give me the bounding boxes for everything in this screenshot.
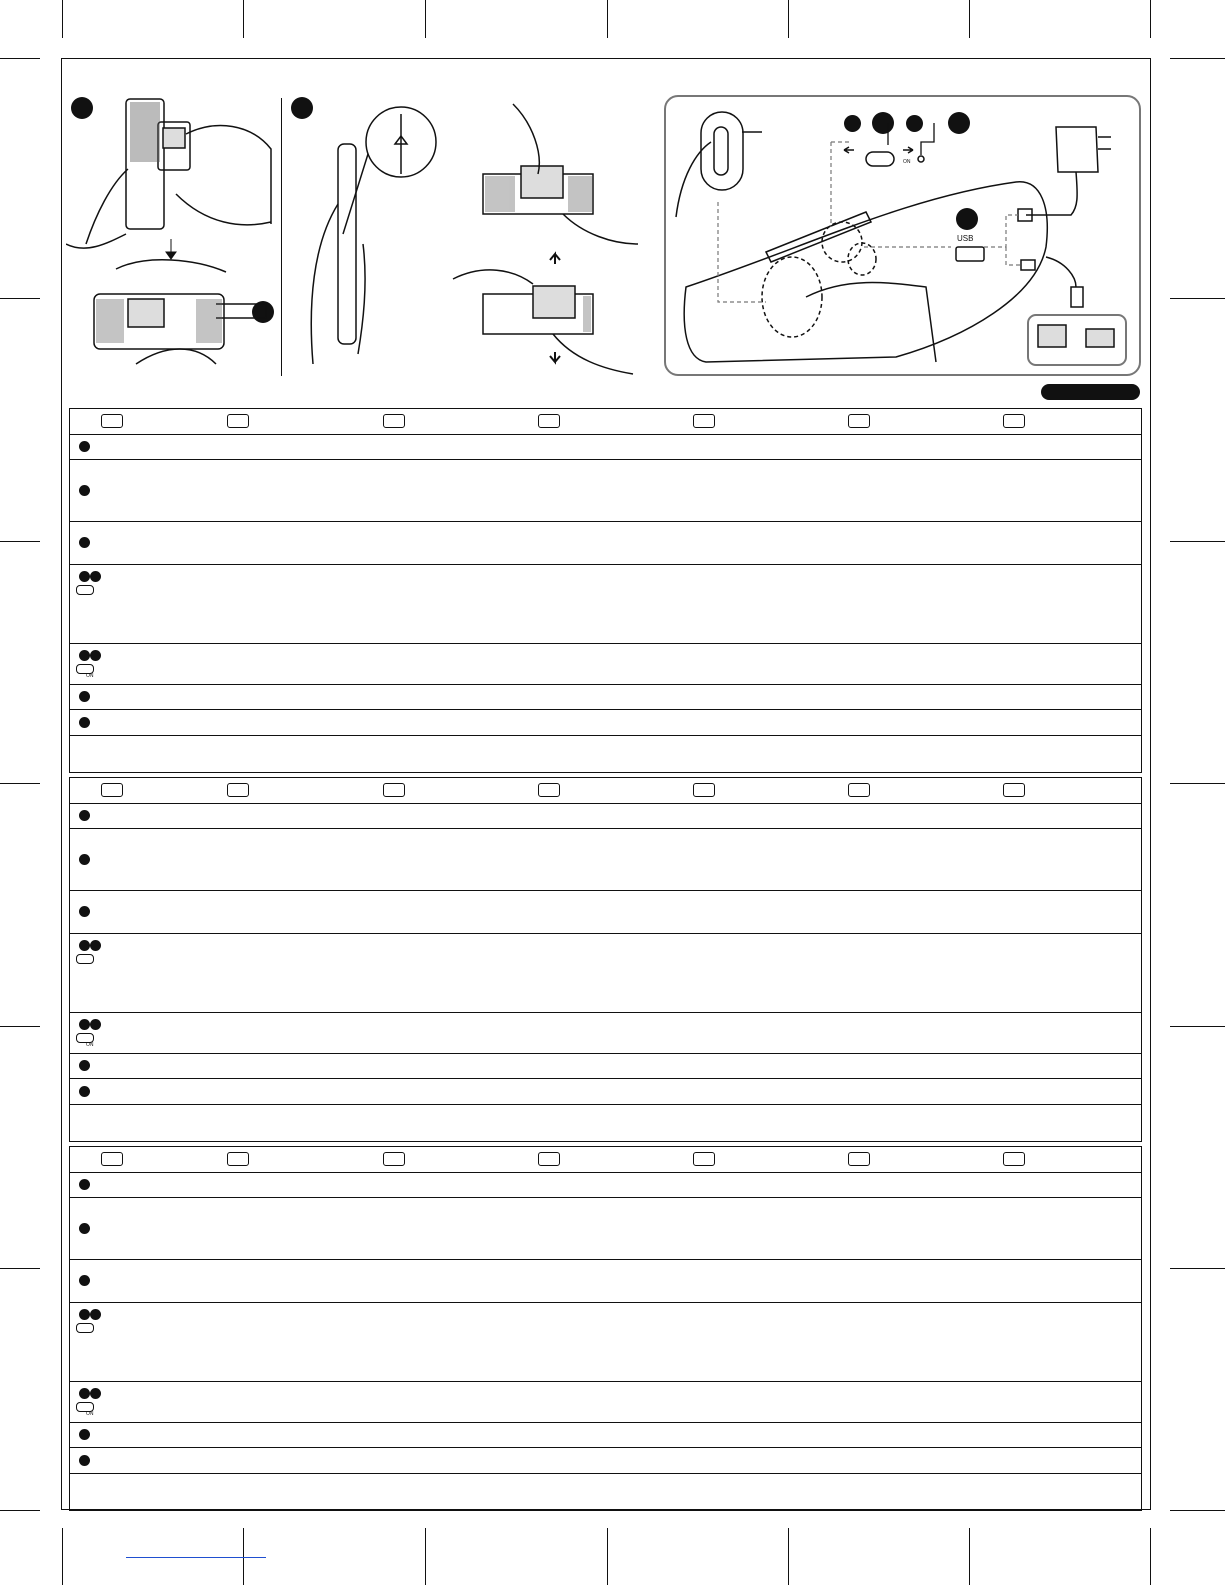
bullet-dot-icon <box>79 1429 90 1440</box>
step-a-insert-player-illustration <box>66 94 276 379</box>
bullet-dot-icon <box>79 1019 90 1030</box>
table-row <box>70 522 1141 565</box>
table-row <box>70 1303 1141 1382</box>
bullet-dot-icon <box>79 854 90 865</box>
table-1 <box>69 408 1142 773</box>
bullet-dot-icon <box>79 940 90 951</box>
bullet-dot-icon <box>79 571 90 582</box>
footer-link-underline <box>126 1557 266 1558</box>
header-button-icon <box>848 1152 870 1166</box>
table-row <box>70 804 1141 829</box>
bullet-dot-icon <box>79 1086 90 1097</box>
table-row <box>70 435 1141 460</box>
header-button-icon <box>227 783 249 797</box>
bullet-dot-icon <box>79 1388 90 1399</box>
header-button-icon <box>538 414 560 428</box>
header-button-icon <box>693 783 715 797</box>
bullet-dot-icon <box>90 650 101 661</box>
table-row <box>70 934 1141 1013</box>
header-button-icon <box>848 783 870 797</box>
table-row <box>70 1198 1141 1260</box>
table-row <box>70 1260 1141 1303</box>
bullet-dot-icon <box>79 691 90 702</box>
bullet-dot-icon <box>79 537 90 548</box>
table-header <box>70 409 1141 435</box>
table-row <box>70 1474 1141 1510</box>
table-row <box>70 1448 1141 1474</box>
table-row <box>70 565 1141 644</box>
switch-on-label: ON <box>86 1042 94 1048</box>
connection-illustration <box>666 97 1139 374</box>
step-b-slide-player-illustration <box>283 94 658 379</box>
bullet-dot-icon <box>79 1309 90 1320</box>
table-row <box>70 1079 1141 1105</box>
bullet-dot-icon <box>90 571 101 582</box>
header-button-icon <box>538 1152 560 1166</box>
bullet-dot-icon <box>90 1019 101 1030</box>
usb-port-label: USB <box>957 234 974 243</box>
switch-battery-icon <box>76 585 94 595</box>
table-row <box>70 1173 1141 1198</box>
table-header <box>70 778 1141 804</box>
bullet-dot-icon <box>79 717 90 728</box>
bullet-dot-icon <box>79 441 90 452</box>
table-row <box>70 1105 1141 1141</box>
header-button-icon <box>101 414 123 428</box>
table-header <box>70 1147 1141 1173</box>
header-button-icon <box>383 1152 405 1166</box>
bullet-dot-icon <box>90 1309 101 1320</box>
header-button-icon <box>383 414 405 428</box>
table-row <box>70 710 1141 736</box>
table-row <box>70 460 1141 522</box>
table-row <box>70 685 1141 710</box>
switch-on-label: ON <box>86 673 94 679</box>
table-2 <box>69 777 1142 1142</box>
bullet-dot-icon <box>79 1223 90 1234</box>
bullet-dot-icon <box>79 485 90 496</box>
bullet-dot-icon <box>79 810 90 821</box>
bullet-dot-icon <box>79 1455 90 1466</box>
figure-divider <box>281 98 282 376</box>
header-button-icon <box>848 414 870 428</box>
table-row <box>70 736 1141 772</box>
table-row <box>70 1013 1141 1054</box>
header-button-icon <box>1003 414 1025 428</box>
bullet-dot-icon <box>79 1060 90 1071</box>
header-button-icon <box>101 1152 123 1166</box>
bullet-dot-icon <box>79 650 90 661</box>
header-button-icon <box>693 414 715 428</box>
header-button-icon <box>383 783 405 797</box>
switch-on-label: ON <box>86 1411 94 1417</box>
header-button-icon <box>1003 783 1025 797</box>
switch-on-label: ON <box>903 159 911 165</box>
table-row <box>70 1423 1141 1448</box>
switch-battery-icon <box>76 1323 94 1333</box>
header-button-icon <box>227 1152 249 1166</box>
header-button-icon <box>227 414 249 428</box>
header-button-icon <box>693 1152 715 1166</box>
table-row <box>70 644 1141 685</box>
table-row <box>70 891 1141 934</box>
switch-battery-icon <box>76 954 94 964</box>
bullet-dot-icon <box>79 1179 90 1190</box>
header-button-icon <box>1003 1152 1025 1166</box>
bullet-dot-icon <box>79 906 90 917</box>
language-pill <box>1041 384 1140 400</box>
bullet-dot-icon <box>79 1275 90 1286</box>
table-3 <box>69 1146 1142 1511</box>
header-button-icon <box>101 783 123 797</box>
table-row <box>70 1382 1141 1423</box>
bullet-dot-icon <box>90 940 101 951</box>
table-row <box>70 829 1141 891</box>
bullet-dot-icon <box>90 1388 101 1399</box>
table-row <box>70 1054 1141 1079</box>
header-button-icon <box>538 783 560 797</box>
